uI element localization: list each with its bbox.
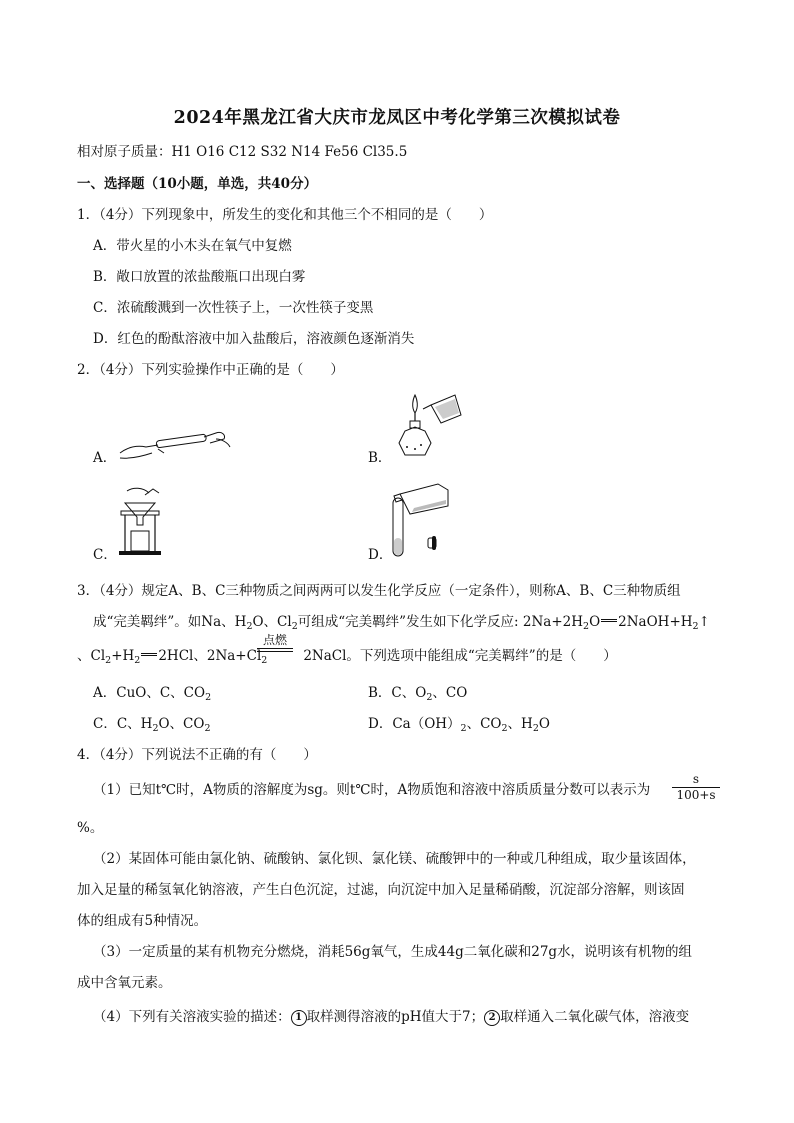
figure-b-alcohol-lamp [385, 385, 465, 467]
question-1-option-d: D．红色的酚酞溶液中加入盐酸后，溶液颜色逐渐消失 [93, 331, 415, 347]
question-4-part-2-line-1: （2）某固体可能由氯化钠、硫酸钠、氯化钡、氯化镁、硫酸钾中的一种或几种组成，取少量该固体， [93, 851, 696, 867]
circled-number-1: 1 [291, 1010, 307, 1026]
circled-number-2: 2 [484, 1010, 500, 1026]
question-3-line-1: 3．（4分）规定A、B、C三种物质之间两两可以发生化学反应（一定条件），则称A、B、C三种物质组 [77, 583, 681, 599]
question-3-option-a: A．CuO、C、$CO_2$ [93, 685, 212, 703]
figure-c-filtration [115, 485, 165, 557]
question-2-option-b: B． [368, 450, 392, 466]
question-1-option-a: A．带火星的小木头在氧气中复燃 [93, 238, 292, 254]
question-4-part-4: （4）下列有关溶液实验的描述： 1 取样测得溶液的pH值大于7； 2 取样通入二氧化碳气体，溶液变 [93, 1009, 690, 1025]
question-1-stem: 1．（4分）下列现象中，所发生的变化和其他三个不相同的是（ ） [77, 207, 493, 223]
question-3-line-3: 、$Cl_2+H_2$ 2HCl、$2Na+Cl_2$ 2NaCl。下列选项中能组成“完美羁绊”的是（ ） [77, 648, 617, 666]
section-heading: 一、选择题（10小题，单选，共40分） [77, 176, 318, 192]
question-4-part-3-line-2: 成中含氧元素。 [77, 975, 172, 991]
question-4-part-2-line-2: 加入足量的稀氢氧化钠溶液，产生白色沉淀，过滤，向沉淀中加入足量稀硝酸，沉淀部分溶解，则该固 [77, 882, 685, 898]
question-4-stem: 4．（4分）下列说法不正确的有（ ） [77, 747, 317, 763]
question-2-option-a: A． [93, 450, 117, 466]
question-4-part-3-line-1: （3）一定质量的某有机物充分燃烧，消耗56g氧气，生成44g二氧化碳和27g水，说明该有机物的组 [93, 944, 693, 960]
question-1-option-c: C．浓硫酸溅到一次性筷子上，一次性筷子变黑 [93, 300, 374, 316]
question-2-stem: 2．（4分）下列实验操作中正确的是（ ） [77, 362, 344, 378]
question-1-option-b: B．敞口放置的浓盐酸瓶口出现白雾 [93, 269, 306, 285]
question-4-part-1-end: %。 [77, 820, 104, 836]
question-3-option-b: B．C、$O_2$、CO [368, 685, 468, 703]
question-4-part-2-line-3: 体的组成有5种情况。 [77, 913, 208, 929]
question-4-part-1: （1）已知t℃时，A物质的溶解度为sg。则t℃时，A物质饱和溶液中溶质质量分数可以表示为 [93, 782, 651, 798]
question-3-option-d: D．$Ca(OH)_2$、$CO_2$、$H_2O$ [368, 716, 550, 734]
figure-d-pouring-liquid [388, 480, 458, 560]
question-2-option-d: D． [368, 547, 393, 563]
page-title: 2024年黑龙江省大庆市龙凤区中考化学第三次模拟试卷 [173, 108, 621, 128]
atomic-mass-line: 相对原子质量：H1 O16 C12 S32 N14 Fe56 Cl35.5 [77, 144, 408, 160]
solubility-fraction: $\frac{s}{100+s}$ [672, 772, 720, 803]
reaction-condition: 点燃 [257, 634, 293, 652]
question-3-line-2: 成“完美羁绊”。如Na、$H_2O$、$Cl_2$可组成“完美羁绊”发生如下化学反应: $2Na+2H_2O$ $2NaOH+H_2↑$ [93, 614, 710, 632]
question-2-option-c: C． [93, 547, 117, 563]
question-3-option-c: C．C、$H_2O$、$CO_2$ [93, 716, 211, 734]
figure-a-test-tube-heating [118, 425, 238, 465]
